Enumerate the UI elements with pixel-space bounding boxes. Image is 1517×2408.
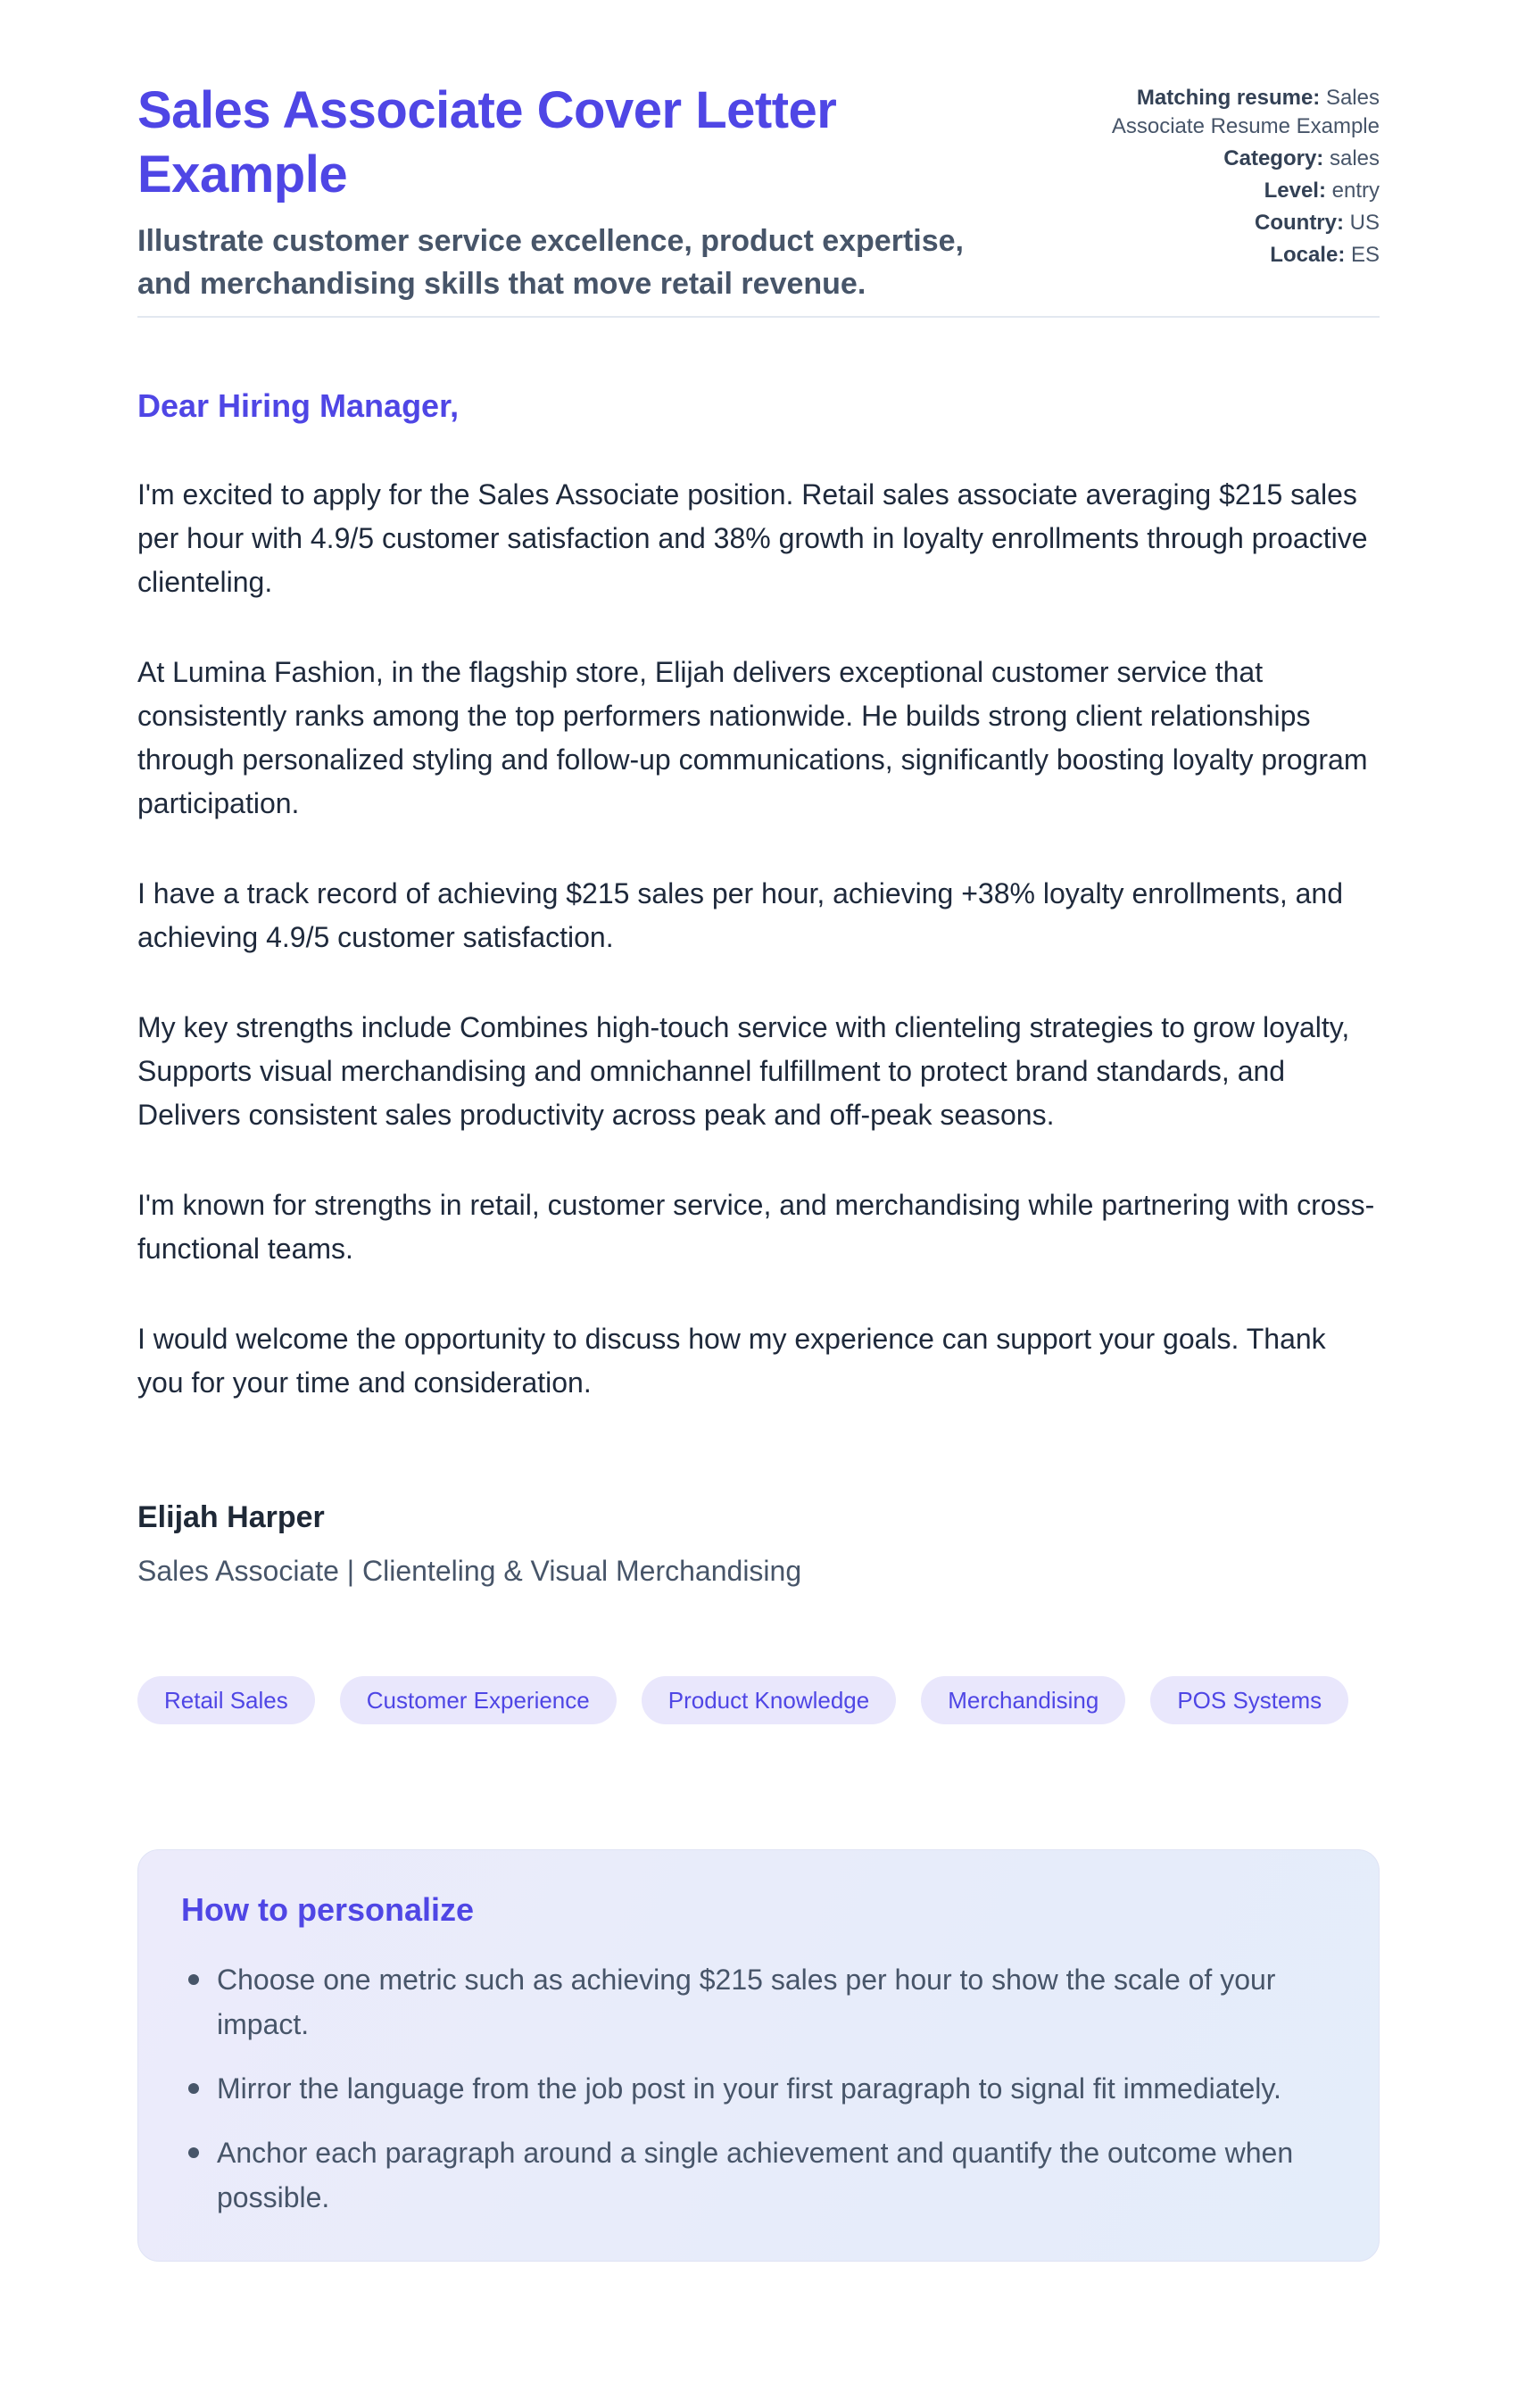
letter-body bbox=[137, 386, 1380, 1590]
meta-category bbox=[1072, 145, 1380, 173]
page-subtitle: Illustrate customer service excellence, product expertise, and merchandising skills that move retail revenue. bbox=[137, 224, 964, 301]
letter-paragraph: My key strengths include Combines high-touch service with clienteling strategies to grow loyalty, Supports visual merchandising and omnichannel fulfillment to protect brand standards, and Delivers consistent sales productivity across peak and off-peak seasons. bbox=[137, 1011, 1350, 1131]
meta-locale bbox=[1072, 241, 1380, 270]
meta-category-label: Category: bbox=[1223, 146, 1324, 170]
skill-tag: Product Knowledge bbox=[642, 1676, 896, 1724]
meta-level bbox=[1072, 177, 1380, 205]
meta-matching-resume-label: Matching resume: bbox=[1136, 86, 1321, 110]
meta-panel bbox=[1072, 79, 1380, 273]
letter-paragraph: I'm known for strengths in retail, customer service, and merchandising while partnering with cross-functional teams. bbox=[137, 1189, 1375, 1265]
personalize-tip: Anchor each paragraph around a single achievement and quantify the outcome when possible. bbox=[181, 2130, 1332, 2220]
skill-tag: Retail Sales bbox=[137, 1676, 315, 1724]
salutation: Dear Hiring Manager, bbox=[137, 387, 460, 424]
signature-name: Elijah Harper bbox=[137, 1500, 325, 1534]
personalize-tip: Mirror the language from the job post in your first paragraph to signal fit immediately. bbox=[181, 2066, 1332, 2111]
personalize-tip: Choose one metric such as achieving $215 sales per hour to show the scale of your impact. bbox=[181, 1957, 1332, 2047]
header bbox=[137, 79, 1380, 305]
skill-tags bbox=[137, 1676, 1380, 1724]
meta-matching-resume-value: Sales Associate Resume Example bbox=[1111, 86, 1380, 138]
skill-tag: POS Systems bbox=[1150, 1676, 1348, 1724]
skill-tag: Customer Experience bbox=[340, 1676, 617, 1724]
meta-country-value: US bbox=[1349, 211, 1380, 235]
letter-paragraph: I'm excited to apply for the Sales Associate position. Retail sales associate averaging $215 sales per hour with 4.9/5 customer satisfaction and 38% growth in loyalty enrollments through proactive clienteling. bbox=[137, 478, 1368, 598]
skill-tag: Merchandising bbox=[921, 1676, 1125, 1724]
meta-country bbox=[1072, 209, 1380, 237]
meta-category-value: sales bbox=[1329, 146, 1380, 170]
meta-locale-value: ES bbox=[1350, 243, 1380, 267]
page-title: Sales Associate Cover Letter Example bbox=[137, 81, 837, 203]
meta-country-label: Country: bbox=[1255, 211, 1344, 235]
letter-paragraph: At Lumina Fashion, in the flagship store, Elijah delivers exceptional customer service that consistently ranks among the top performers nationwide. He builds strong client relationships through personalized styling and follow-up communications, significantly boosting loyalty program participation. bbox=[137, 656, 1368, 819]
letter-paragraph: I have a track record of achieving $215 sales per hour, achieving +38% loyalty enrollments, and achieving 4.9/5 customer satisfaction. bbox=[137, 877, 1344, 953]
meta-level-label: Level: bbox=[1264, 179, 1326, 203]
signature-role: Sales Associate | Clienteling & Visual Merchandising bbox=[137, 1555, 802, 1587]
header-titles bbox=[137, 79, 999, 305]
personalize-heading: How to personalize bbox=[181, 1891, 475, 1928]
letter-paragraph: I would welcome the opportunity to discuss how my experience can support your goals. Thank you for your time and consideration. bbox=[137, 1323, 1326, 1399]
personalize-tips bbox=[181, 1957, 1332, 2220]
meta-locale-label: Locale: bbox=[1270, 243, 1346, 267]
header-divider bbox=[137, 316, 1380, 318]
personalize-box bbox=[137, 1849, 1380, 2262]
meta-matching-resume bbox=[1072, 84, 1380, 141]
meta-level-value: entry bbox=[1331, 179, 1380, 203]
